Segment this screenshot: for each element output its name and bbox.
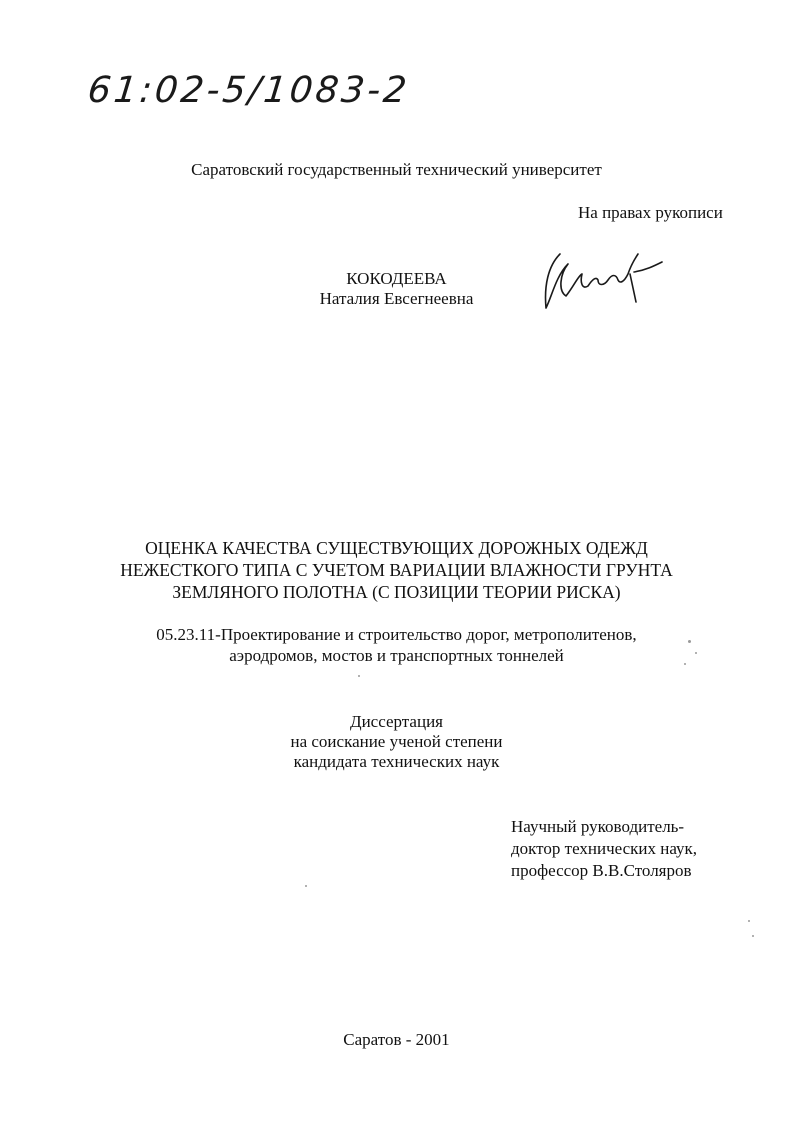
dissertation-degree-field: кандидата технических наук — [293, 752, 500, 771]
author-name: Наталия Евсегнеевна — [319, 289, 474, 308]
scan-speck — [695, 652, 697, 654]
university-name: Саратовский государственный технический университет — [191, 160, 602, 179]
handwritten-signature — [538, 246, 663, 318]
author-surname: КОКОДЕЕВА — [346, 269, 447, 288]
thesis-title-line-3: ЗЕМЛЯНОГО ПОЛОТНА (С ПОЗИЦИИ ТЕОРИИ РИСКА) — [172, 582, 621, 602]
specialty-line-1: 05.23.11-Проектирование и строительство дорог, метрополитенов, — [156, 625, 637, 644]
supervisor-name: профессор В.В.Столяров — [511, 861, 692, 880]
scan-speck — [358, 675, 360, 677]
dissertation-degree-line: на соискание ученой степени — [290, 732, 503, 751]
rights-notice: На правах рукописи — [578, 203, 723, 222]
scan-speck — [688, 640, 691, 643]
dissertation-label: Диссертация — [349, 712, 443, 731]
scan-speck — [305, 885, 307, 887]
scan-speck — [748, 920, 750, 922]
scan-speck — [684, 663, 686, 665]
supervisor-role: Научный руководитель- — [511, 817, 685, 836]
supervisor-degree: доктор технических наук, — [511, 839, 698, 858]
specialty-line-2: аэродромов, мостов и транспортных тоннелей — [229, 646, 564, 665]
place-and-year: Саратов - 2001 — [343, 1030, 450, 1049]
thesis-title-line-2: НЕЖЕСТКОГО ТИПА С УЧЕТОМ ВАРИАЦИИ ВЛАЖНОСТИ ГРУНТА — [120, 560, 673, 580]
catalog-number: 61:02-5/1083-2 — [85, 70, 412, 111]
thesis-title-line-1: ОЦЕНКА КАЧЕСТВА СУЩЕСТВУЮЩИХ ДОРОЖНЫХ ОДЕЖД — [145, 538, 648, 558]
scan-speck — [752, 935, 754, 937]
